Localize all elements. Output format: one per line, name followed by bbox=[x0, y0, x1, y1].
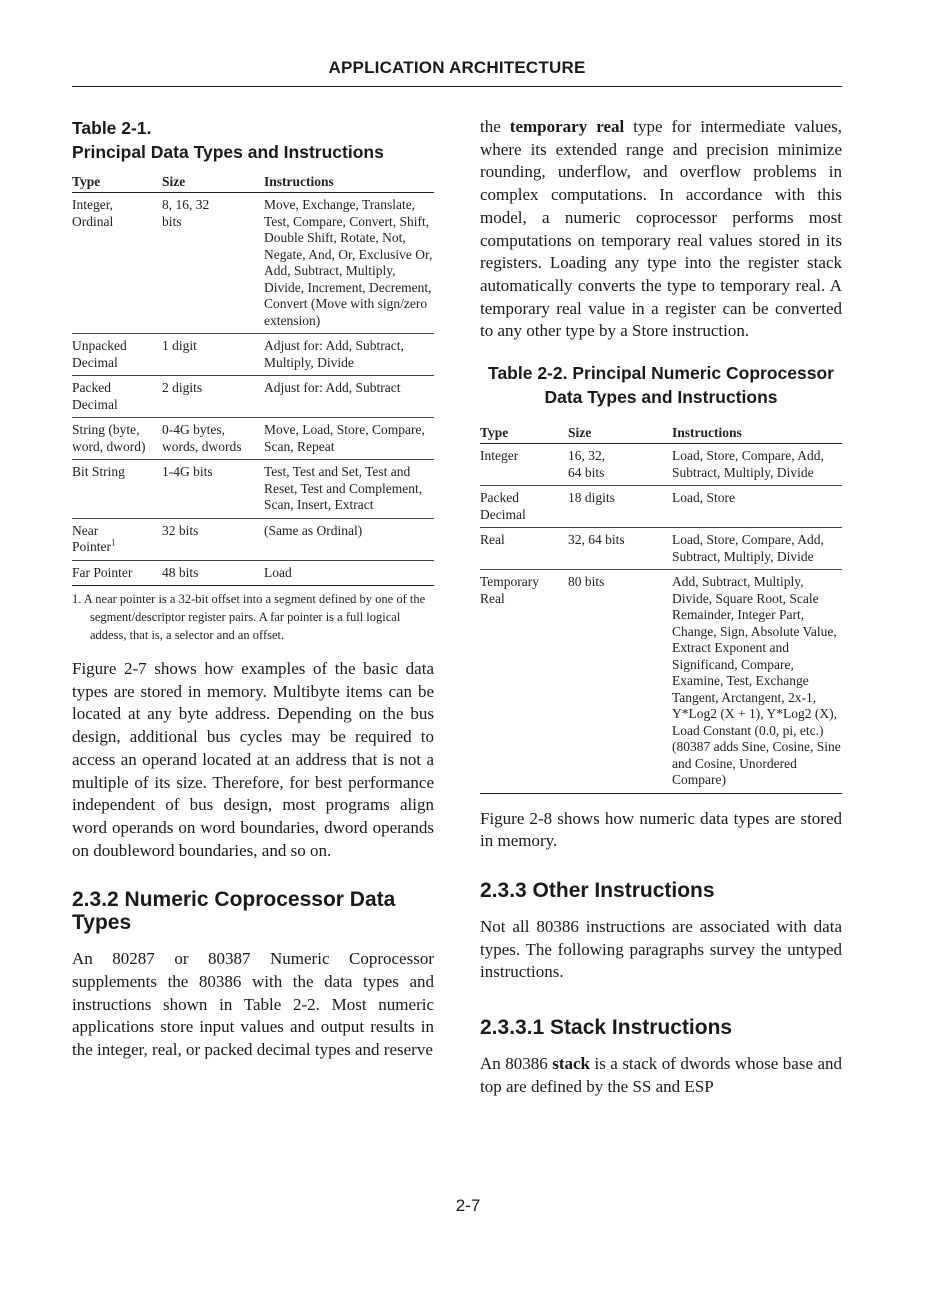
table1-cell-size bbox=[162, 334, 264, 376]
table1 bbox=[72, 170, 434, 586]
table2-cell-type bbox=[480, 486, 568, 528]
table1-cell-text: (Same as Ordinal) bbox=[264, 522, 363, 538]
table2-cell-text: 18 digits bbox=[568, 490, 615, 506]
table2-cell-text: 32, 64 bits bbox=[568, 532, 625, 548]
table1-cell-text: 32 bits bbox=[162, 522, 199, 538]
table2-col-instructions: Instructions bbox=[672, 421, 842, 444]
footnote-marker: 1 bbox=[111, 537, 116, 548]
table2-title-line1: Table 2-2. Principal Numeric Coprocessor bbox=[488, 363, 834, 384]
table1-cell-type bbox=[72, 560, 162, 586]
table1-cell-text: Move, Exchange, Translate, Test, Compare, Convert, Shift, Double Shift, Rotate, Not, Negate, And, Or, Exclusive Or, Add, Subtract, Multiply, Divide, Increment, Decrement, Convert (Move with sign/zero extension) bbox=[264, 197, 433, 328]
table1-cell-instructions bbox=[264, 518, 434, 560]
table2-cell-text: Add, Subtract, Multiply, Divide, Square Root, Scale Remainder, Integer Part, Change, Sign, Absolute Value, Extract Exponent and Significand, Compare, Examine, Test, Exchange Tangent, Arctangent, 2x-1, Y*Log2 (X + 1), Y*Log2 (X), Load Constant (0.0, pi, etc.) (80387 adds Sine, Cosine, Sine and Cosine, Unordered Compare) bbox=[672, 574, 841, 788]
stack-pre: An 80386 bbox=[480, 1054, 553, 1074]
table2-title-line2: Data Types and Instructions bbox=[544, 387, 778, 408]
table1-cell-text: 1 digit bbox=[162, 338, 197, 353]
table1-label: Table 2-1. bbox=[72, 118, 152, 138]
table1-row bbox=[72, 518, 434, 560]
table2-row bbox=[480, 444, 842, 486]
table1-cell-size bbox=[162, 518, 264, 560]
table1-cell-type bbox=[72, 518, 162, 560]
table1-row bbox=[72, 376, 434, 418]
table2-cell-text: Load, Store, Compare, Add, Subtract, Multiply, Divide bbox=[672, 448, 824, 480]
table1-cell-text: Far Pointer bbox=[72, 564, 133, 580]
table1-cell-size bbox=[162, 560, 264, 586]
table2-cell-text: 80 bits bbox=[568, 574, 605, 590]
table2-cell-type bbox=[480, 570, 568, 794]
table1-row bbox=[72, 418, 434, 460]
table1-cell-text: Near Pointer bbox=[72, 522, 111, 554]
table2-cell-size bbox=[568, 528, 672, 570]
table2-cell-size bbox=[568, 570, 672, 794]
table2-cell-size bbox=[568, 486, 672, 528]
table1-col-instructions: Instructions bbox=[264, 170, 434, 193]
table1-cell-text: Packed Decimal bbox=[72, 380, 118, 412]
table1-cell-instructions bbox=[264, 560, 434, 586]
table1-row bbox=[72, 460, 434, 519]
paragraph-figure-2-7: Figure 2-7 shows how examples of the basic data types are stored in memory. Multibyte items can be located at any byte address. Depending on the bus design, additional bus cycles may be required to access an operand located at an address that is not a multiple of its size. Therefore, for best performance independent of bus design, most programs align word operands on word boundaries, dword operands on doubleword boundaries, and so on. bbox=[72, 659, 434, 860]
table2-col-type: Type bbox=[480, 421, 568, 444]
term-temporary-real: temporary real bbox=[509, 117, 625, 136]
table1-cell-type bbox=[72, 376, 162, 418]
table2-row bbox=[480, 570, 842, 794]
table2-cell-instructions bbox=[672, 528, 842, 570]
table1-header-row bbox=[72, 170, 434, 193]
running-header: APPLICATION ARCHITECTURE bbox=[328, 58, 586, 77]
table2-cell-type bbox=[480, 444, 568, 486]
table1-cell-text: String (byte, word, dword) bbox=[72, 422, 146, 454]
table2-cell-size bbox=[568, 444, 672, 486]
table2-cell-instructions bbox=[672, 570, 842, 794]
table1-cell-type bbox=[72, 460, 162, 519]
table2-cell-text: Load, Store, Compare, Add, Subtract, Multiply, Divide bbox=[672, 532, 824, 564]
table2-cell-type bbox=[480, 528, 568, 570]
section-2-3-2-heading: 2.3.2 Numeric Coprocessor Data Types bbox=[72, 888, 396, 935]
table2-cell-instructions bbox=[672, 444, 842, 486]
table1-cell-size bbox=[162, 376, 264, 418]
table1-cell-type bbox=[72, 418, 162, 460]
table2-cell-text: Load, Store bbox=[672, 490, 735, 506]
table1-row bbox=[72, 193, 434, 334]
table2-cell-instructions bbox=[672, 486, 842, 528]
table2-col-size: Size bbox=[568, 421, 672, 444]
stack-post: is a stack of dwords whose base and top are defined by the SS and ESP bbox=[480, 1054, 843, 1096]
left-column bbox=[72, 116, 434, 1062]
table2-row bbox=[480, 486, 842, 528]
table2-cell-text: Integer bbox=[480, 448, 519, 464]
term-stack: stack bbox=[552, 1054, 591, 1074]
section-2-3-3-heading: 2.3.3 Other Instructions bbox=[480, 878, 715, 902]
table1-cell-text: Test, Test and Set, Test and Reset, Test and Complement, Scan, Insert, Extract bbox=[264, 464, 423, 512]
table2-row bbox=[480, 528, 842, 570]
table1-cell-text: 0-4G bytes, words, dwords bbox=[162, 422, 242, 454]
table1-cell-text: Adjust for: Add, Subtract, Multiply, Divide bbox=[264, 338, 404, 370]
table1-cell-size bbox=[162, 460, 264, 519]
table1-cell-text: 1-4G bits bbox=[162, 464, 213, 479]
paragraph-stack bbox=[480, 1053, 842, 1098]
table1-cell-size bbox=[162, 193, 264, 334]
table2-cell-text: Real bbox=[480, 532, 505, 548]
table1-cell-type bbox=[72, 334, 162, 376]
table1-cell-text: 48 bits bbox=[162, 564, 199, 580]
table2-cell-text: Packed Decimal bbox=[480, 490, 526, 522]
table1-cell-text: Adjust for: Add, Subtract bbox=[264, 380, 401, 395]
table1-cell-instructions bbox=[264, 460, 434, 519]
table1-cell-text: 2 digits bbox=[162, 380, 203, 395]
table1-cell-text: Unpacked Decimal bbox=[72, 338, 127, 370]
table1-cell-instructions bbox=[264, 376, 434, 418]
table1-cell-instructions bbox=[264, 334, 434, 376]
table1-row bbox=[72, 334, 434, 376]
para-post: type for intermediate values, where its extended range and precision minimize rounding, underflow, and overflow problems in complex computations. In accordance with this model, a numeric coprocessor performs most computations on temporary real values stored in its registers. Loading any type into the register stack automatically converts the type to temporary real. A temporary real value in a register can be converted to any other type by a Store instruction. bbox=[480, 117, 842, 341]
table2-cell-text: 16, 32, 64 bits bbox=[568, 448, 606, 480]
header-rule bbox=[72, 86, 842, 87]
footnote-text: 1. A near pointer is a 32-bit offset into a segment defined by one of the segment/descriptor register pairs. A far pointer is a full logical addess, that is, a selector and an offset. bbox=[72, 592, 426, 642]
table1-cell-instructions bbox=[264, 418, 434, 460]
table1-title: Principal Data Types and Instructions bbox=[72, 142, 384, 162]
table1-cell-text: 8, 16, 32 bits bbox=[162, 197, 210, 229]
table2-cell-text: Temporary Real bbox=[480, 574, 540, 606]
paragraph-temporary-real bbox=[480, 116, 842, 343]
para-pre: the bbox=[480, 117, 510, 136]
paragraph-figure-2-8: Figure 2-8 shows how numeric data types are stored in memory. bbox=[480, 808, 842, 851]
table1-col-size: Size bbox=[162, 170, 264, 193]
section-2-3-3-1-heading: 2.3.3.1 Stack Instructions bbox=[480, 1016, 733, 1040]
paragraph-numeric-coprocessor: An 80287 or 80387 Numeric Coprocessor supplements the 80386 with the data types and instructions shown in Table 2-2. Most numeric applications store input values and output results in the integer, real, or packed decimal types and reserve bbox=[72, 949, 434, 1060]
paragraph-other-instructions: Not all 80386 instructions are associated with data types. The following paragraphs survey the untyped instructions. bbox=[480, 916, 842, 982]
table2-header-row bbox=[480, 421, 842, 444]
page-number: 2-7 bbox=[455, 1196, 481, 1215]
table1-cell-type bbox=[72, 193, 162, 334]
table1-cell-text: Move, Load, Store, Compare, Scan, Repeat bbox=[264, 422, 425, 454]
table1-cell-text: Integer, Ordinal bbox=[72, 197, 114, 229]
table2 bbox=[480, 421, 842, 794]
table1-cell-text: Bit String bbox=[72, 464, 125, 479]
table1-col-type: Type bbox=[72, 170, 162, 193]
table1-footnote bbox=[72, 590, 434, 644]
right-column bbox=[480, 116, 842, 1098]
table1-cell-text: Load bbox=[264, 564, 292, 580]
table1-cell-instructions bbox=[264, 193, 434, 334]
table1-cell-size bbox=[162, 418, 264, 460]
table1-row bbox=[72, 560, 434, 586]
